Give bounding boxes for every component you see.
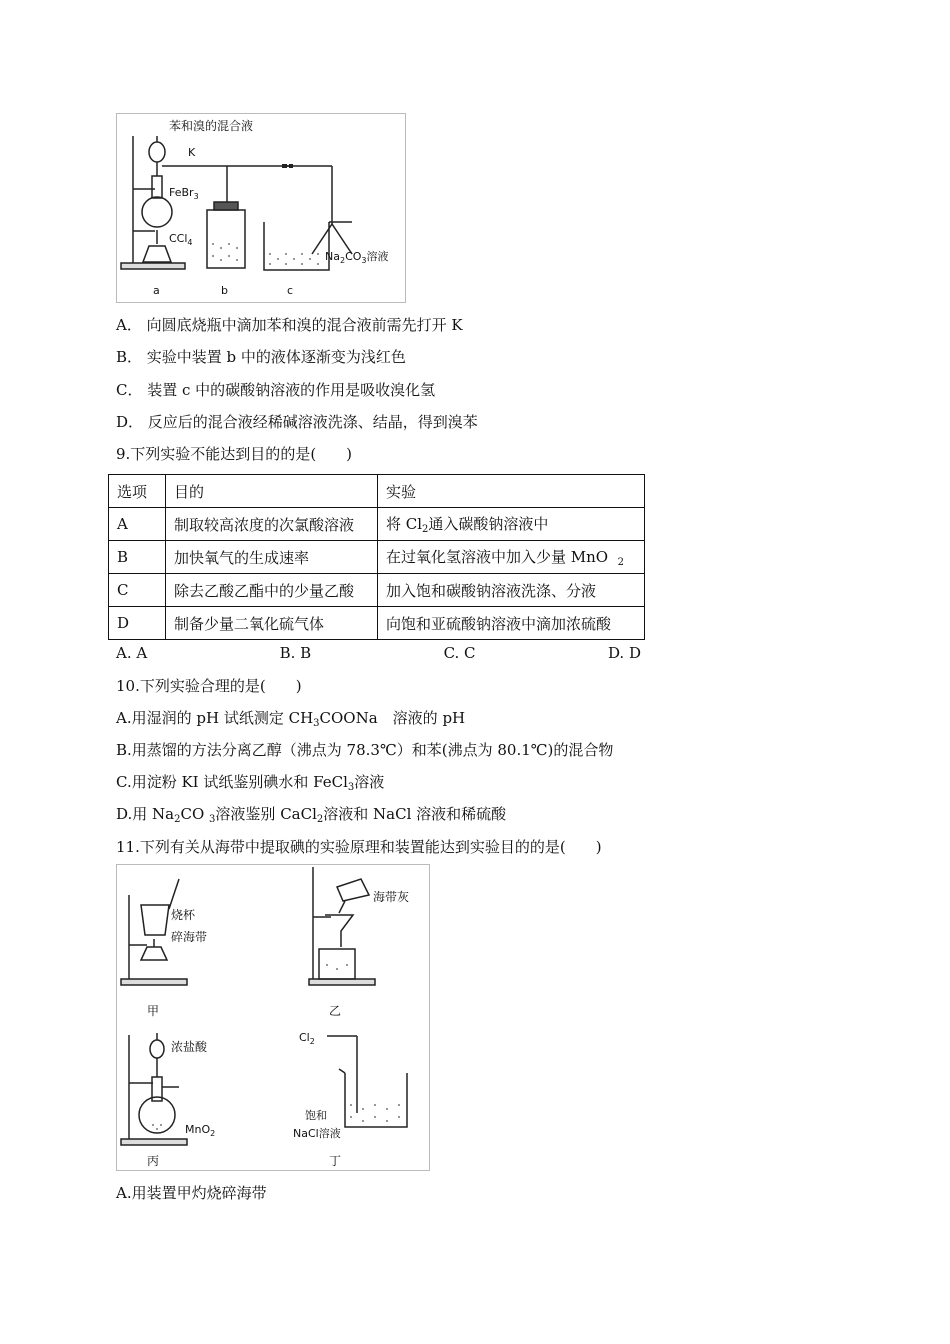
apparatus-panels <box>117 865 429 1170</box>
label-a: a <box>153 284 160 297</box>
label-hcl: 浓盐酸 <box>171 1040 208 1054</box>
answer-d: D. D <box>607 644 641 662</box>
answer-b: B. B <box>279 644 312 662</box>
label-mno2: MnO$_2$ <box>185 1123 216 1138</box>
row-goal: 加快氧气的生成速率 <box>166 541 378 574</box>
q9-options-table <box>108 474 645 640</box>
q11-stem: 11.下列有关从海带中提取碘的实验原理和装置能达到实验目的的是( ) <box>116 838 602 856</box>
row-experiment: 将 $Cl_2$通入碳酸钠溶液中 <box>378 508 645 541</box>
label-na2co3: $Na_2CO_3$溶液 <box>325 250 389 265</box>
figure-bromobenzene-apparatus <box>116 113 406 303</box>
label-jia: 甲 <box>147 1004 160 1018</box>
row-option: B <box>109 541 166 574</box>
table-row <box>109 508 645 541</box>
header-goal: 目的 <box>166 475 378 508</box>
q10-option-c: C.用淀粉 KI 试纸鉴别碘水和 FeCl$_3$溶液 <box>116 773 385 793</box>
q8-option-c: C． 装置 c 中的碳酸钠溶液的作用是吸收溴化氢 <box>116 381 436 399</box>
label-beaker: 烧杯 <box>171 908 196 922</box>
label-c: c <box>287 284 294 297</box>
table-header-row <box>109 475 645 508</box>
table-row <box>109 574 645 607</box>
label-k: K <box>188 146 196 159</box>
row-experiment: 向饱和亚硫酸钠溶液中滴加浓硫酸 <box>378 607 645 640</box>
header-option: 选项 <box>109 475 166 508</box>
label-seaweed: 碎海带 <box>171 930 208 944</box>
label-benzene-bromine: 苯和溴的混合液 <box>169 119 254 133</box>
q8-option-a: A． 向圆底烧瓶中滴加苯和溴的混合液前需先打开 K <box>116 316 463 334</box>
q9-stem: 9.下列实验不能达到目的的是( ) <box>116 445 353 463</box>
label-saturated: 饱和 <box>305 1109 327 1122</box>
label-nacl-solution: NaCl溶液 <box>293 1127 341 1140</box>
row-option: C <box>109 574 166 607</box>
label-cl2: $Cl_2$ <box>299 1031 315 1046</box>
answer-c: C. C <box>443 644 476 662</box>
apparatus-drawing <box>117 114 405 302</box>
header-experiment: 实验 <box>378 475 645 508</box>
table-row <box>109 607 645 640</box>
row-option: D <box>109 607 166 640</box>
answer-a: A. A <box>116 644 148 662</box>
q8-option-b: B． 实验中装置 b 中的液体逐渐变为浅红色 <box>116 348 406 366</box>
q10-stem: 10.下列实验合理的是( ) <box>116 677 302 695</box>
q8-option-d: D． 反应后的混合液经稀碱溶液洗涤、结晶，得到溴苯 <box>116 413 478 431</box>
figure-iodine-extraction <box>116 864 430 1171</box>
q10-option-a: A.用湿润的 pH 试纸测定 $CH_3COONa$ 溶液的 pH <box>116 709 466 729</box>
label-bing: 丙 <box>147 1154 160 1168</box>
row-experiment: 加入饱和碳酸钠溶液洗涤、分液 <box>378 574 645 607</box>
row-option: A <box>109 508 166 541</box>
q10-option-d: D.用 $Na_2CO$ $_3$溶液鉴别 CaCl$_2$溶液和 NaCl 溶液和稀硫酸 <box>116 805 507 825</box>
row-goal: 制备少量二氧化硫气体 <box>166 607 378 640</box>
label-yi: 乙 <box>329 1004 342 1018</box>
label-seaweed-ash: 海带灰 <box>373 890 410 904</box>
row-experiment: 在过氧化氢溶液中加入少量 MnO $_2$ <box>378 541 645 574</box>
table-row <box>109 541 645 574</box>
label-ding: 丁 <box>329 1154 342 1168</box>
label-febr3: FeBr$_3$ <box>169 186 199 201</box>
q9-answer-choices <box>116 644 641 662</box>
row-goal: 制取较高浓度的次氯酸溶液 <box>166 508 378 541</box>
row-goal: 除去乙酸乙酯中的少量乙酸 <box>166 574 378 607</box>
q11-option-a: A.用装置甲灼烧碎海带 <box>116 1184 267 1202</box>
label-ccl4: CCl$_4$ <box>169 232 193 247</box>
q10-option-b: B.用蒸馏的方法分离乙醇（沸点为 78.3℃）和苯(沸点为 80.1℃)的混合物 <box>116 741 614 759</box>
label-b: b <box>221 284 228 297</box>
